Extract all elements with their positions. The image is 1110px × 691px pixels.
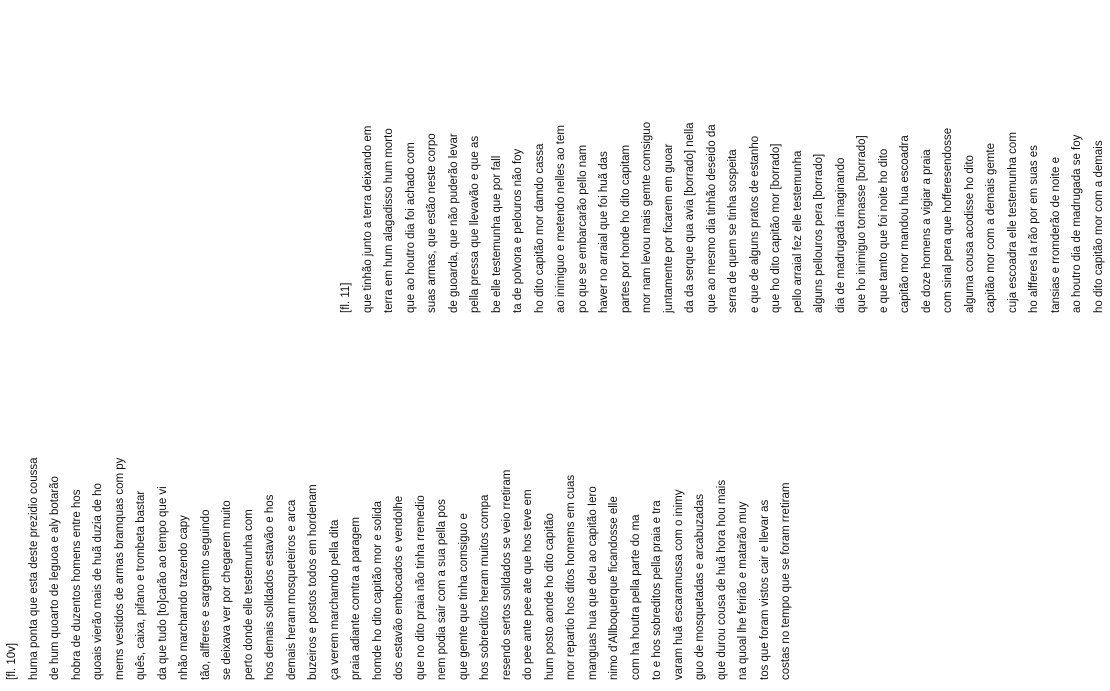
text-line: cuja escoadra elle testemunha com — [1006, 132, 1019, 313]
text-line: juntamente por ficarem em guoar — [662, 143, 675, 313]
text-line: hum posto aonde ho dito capitão — [543, 513, 556, 680]
text-line: com sinal pera que hofferesendosse — [942, 127, 954, 313]
text-line: da da serque qua avia [borrado] nella — [684, 122, 696, 313]
text-line: demais heram mosqueteiros e arca — [285, 499, 298, 680]
text-line: ça verem marchamdo pella dita — [328, 519, 341, 680]
text-line: mems vestidos de armas bramquas com py — [113, 457, 126, 680]
text-line: que ao houtro dia foi achado com — [404, 142, 417, 313]
text-line: tansias e rromderão de noite e — [1049, 157, 1062, 313]
text-line: hobra de duzentos homens entre hos — [70, 489, 83, 680]
text-line: costas no tempo que se foram rretiram — [780, 482, 792, 680]
text-line: praia adiante comtra a paragem — [350, 516, 362, 680]
text-line: hos sobreditos heram muitos compa — [479, 494, 491, 680]
text-line: nem podia sair com a sua pella pos — [436, 499, 448, 680]
text-line: quês, caixa, pifano e trombeta bastar — [135, 490, 147, 680]
text-line: que ho dito capitão mor [borrado] — [770, 143, 782, 313]
text-line: alguma cousa acodisse ho dito — [963, 155, 976, 313]
text-line: de hum quoarto de leguoa e aly botarão — [49, 476, 61, 680]
text-line: guo de mosquetadas e arcabuzadas — [694, 493, 706, 680]
text-line: nimo d'Allboquerque ficandosse elle — [608, 496, 620, 680]
text-line: partes por honde ho dito capitam — [619, 144, 632, 313]
text-line: pello arraial fez elle testemunha — [791, 150, 804, 313]
text-line: po que se embarcarão pello nam — [576, 144, 589, 313]
text-line: e que tamto que foi noite ho dito — [877, 148, 890, 313]
folio-label: [fl. 10v] — [6, 642, 18, 680]
text-line: pella pressa que llevavão e que as — [469, 135, 481, 313]
right-column-folio-11 — [336, 23, 1110, 313]
text-line: ao houtro dia de madrugada se foy — [1071, 134, 1083, 313]
text-line: to e hos sobreditos pella praia e tra — [651, 500, 663, 680]
text-line: tão, alfferes e sargemto seguindo — [199, 509, 212, 680]
left-column-lines — [24, 415, 798, 680]
text-line: huma ponta que esta deste prezidio coussa — [27, 457, 40, 680]
text-line: alguns pellouros pera [borrado] — [813, 153, 825, 313]
text-line: com ha houtra pella parte do ma — [629, 514, 642, 680]
text-line: se deixava ver por chegarem muito — [221, 500, 233, 680]
text-line: da que tudo [to]carão ao tempo que vi — [156, 486, 169, 680]
text-line: ho dito capitão mor damdo cassa — [533, 143, 546, 313]
text-line: dos estavão embocados e vendolhe — [393, 495, 405, 680]
text-line: que gemte que tinha comsiguo e — [457, 513, 470, 680]
text-line: homde ho dito capitão mor e solida — [371, 501, 384, 680]
text-line: suas armas, que estão neste corpo — [426, 133, 438, 313]
text-line: resendo sertos solldados se veio rretiram — [500, 469, 513, 680]
text-line: manguas hua que deu ao capitão Iero — [586, 486, 599, 680]
text-line: que durou cousa de huã hora hou mais — [715, 479, 728, 680]
text-line: ta de polvora e pelouros não foy — [512, 148, 524, 313]
text-line: na quoal lhe ferirão e matarão muy — [737, 501, 749, 680]
text-line: mor nam levou mais gemte comsiguo — [641, 121, 653, 313]
text-line: ho alfferes Ia rão por em suas es — [1028, 145, 1040, 313]
text-line: ao inimiguo e metendo nelles ao tem — [555, 125, 567, 313]
text-line: de doze homens a vigiar a praia — [920, 149, 933, 313]
right-column-lines — [358, 23, 1110, 313]
text-line: e que de alguns pratos de estanho — [748, 135, 761, 313]
text-line: dia de madrugada imaginando — [834, 157, 847, 313]
text-line: que tinhão junto a terra deixando em — [361, 125, 374, 313]
text-line: tos que foram vistos cair e llevar as — [758, 499, 771, 680]
text-line: serra de quem se tinha sospeita — [727, 149, 739, 313]
text-line: haver no arraial que foi huã das — [598, 151, 610, 313]
text-line: perto donde elle testemunha com — [242, 509, 255, 680]
text-line: terra em hum alagadisso hum morto — [383, 128, 395, 313]
text-line: nhão marchamdo trazendo capy — [178, 515, 190, 680]
text-line: hos demais solldados estavão e hos — [264, 494, 276, 680]
text-line: mor repartio hos ditos homems em cuas — [565, 474, 577, 680]
text-line: varam huã escaramussa com o inimy — [672, 489, 685, 680]
text-line: que ao mesmo dia tinhão deseido da — [705, 124, 718, 313]
text-line: do pee ante pee ate que hos teve em — [522, 489, 534, 680]
text-line: de guoarda, que não puderão levar — [447, 133, 460, 313]
text-line: ho dito capitão mor com a demais — [1092, 140, 1105, 313]
text-line: capitão mor mandou hua escoadra — [899, 135, 911, 313]
text-line: quoais vierão mais de huã duzia de ho — [92, 483, 104, 680]
text-line: capitão mor com a demais gemte — [985, 142, 997, 313]
folio-label: [fl. 11] — [340, 282, 352, 313]
text-line: be elle testemunha que por fall — [490, 155, 503, 313]
left-column-folio-10v — [2, 415, 798, 680]
text-line: que no dito praia não tinha rremedio — [414, 495, 427, 680]
text-line: buzeiros e postos todos em hordenam — [307, 484, 319, 680]
text-line: que ho inimiguo tornasse [borrado] — [856, 135, 868, 313]
